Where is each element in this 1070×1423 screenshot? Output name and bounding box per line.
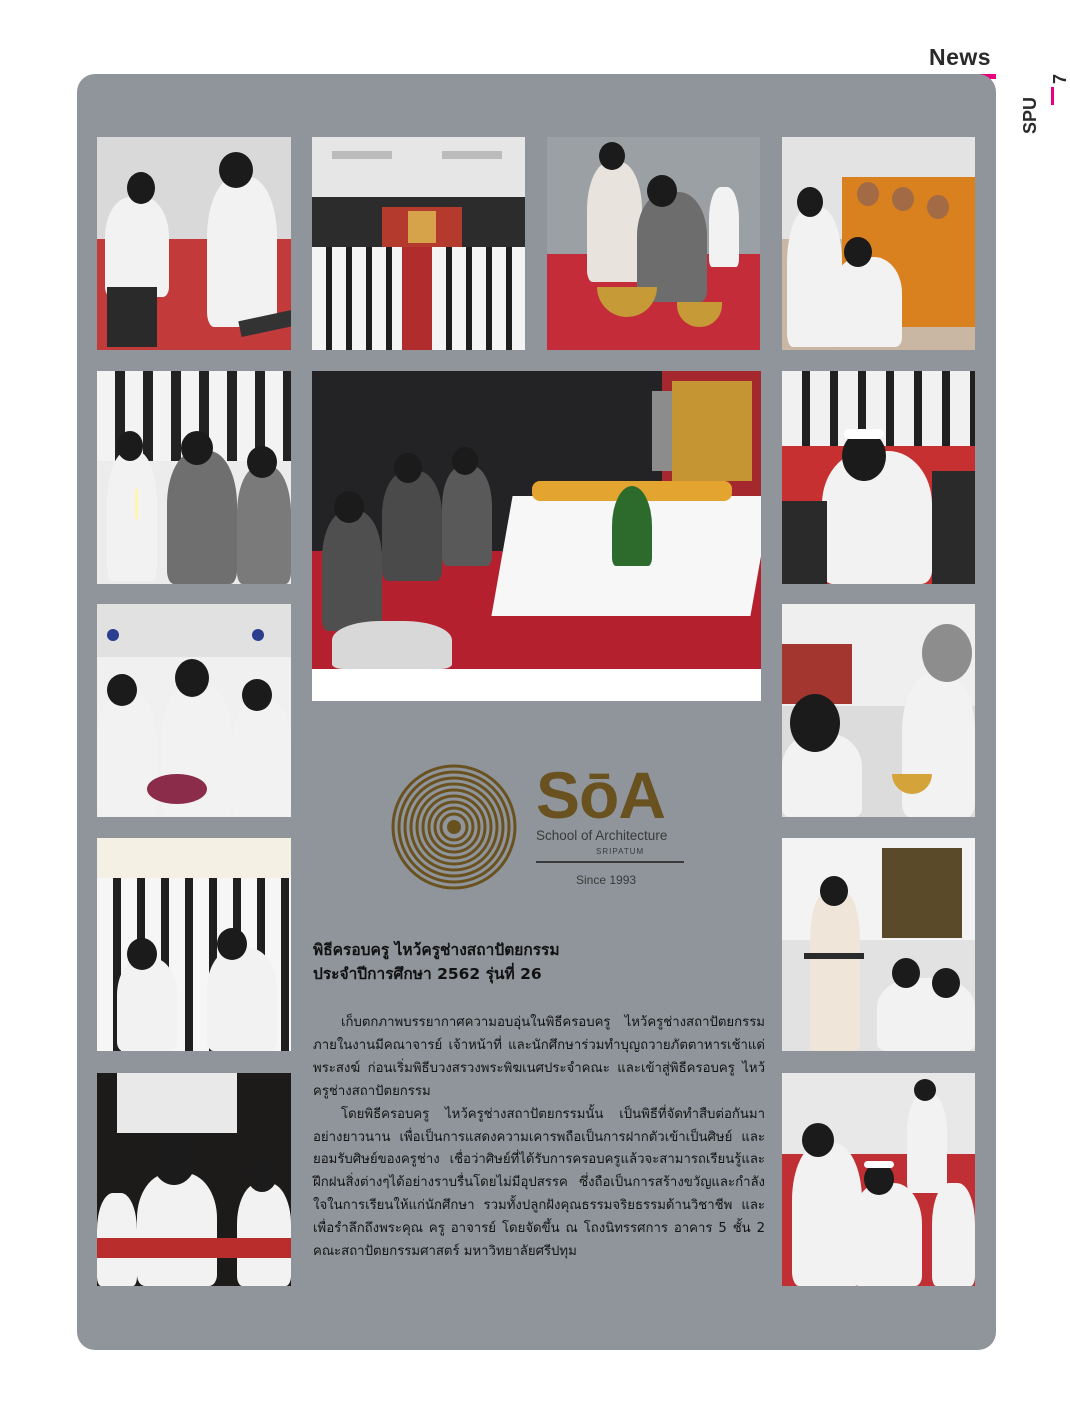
photo-candle-lighting (97, 371, 291, 584)
section-tag: News (929, 44, 992, 70)
photo-students-crowned (782, 1073, 975, 1286)
headline-line-2: ประจำปีการศึกษา 2562 รุ่นที่ 26 (313, 965, 542, 983)
concentric-rings-emblem (390, 763, 518, 891)
logo-since: Since 1993 (576, 873, 637, 887)
article-paragraph-1: เก็บตกภาพบรรยากาศความอบอุ่นในพิธีครอบครู ไหว้ครูช่างสถาปัตยกรรม ภายในงานมีคณาจารย์ เจ้าหน้าที่ และนักศึกษาร่วมทำบุญถวายภัตตาหารเช้าแด่พระสงฆ์ ก่อนเริ่มพิธีบวงสรวงพระพิฆเนศประจำคณะ และเข้าสู่พิธีครอบครู ไหว้ครูช่างสถาปัตยกรรม (313, 1015, 765, 1099)
logo-wordmark: SōA (536, 758, 665, 832)
photo-anointing (782, 604, 975, 817)
photo-students-reading (97, 604, 291, 817)
article-headline (313, 938, 773, 986)
article-paragraph-2: โดยพิธีครอบครู ไหว้ครูช่างสถาปัตยกรรมนั้น เป็นพิธีที่จัดทำสืบต่อกันมาอย่างยาวนาน เพื่อเป็นการแสดงความเคารพถือเป็นการฝากตัวเข้าเป็นศิษย์ และยอมรับศิษย์ของครูช่าง เชื่อว่าศิษย์ที่ได้รับการครอบครูแล้วจะสามารถเรียนรู้และฝึกฝนสิ่งต่างๆได้อย่างราบรื่นโดยไม่มีอุปสรรค ซึ่งถือเป็นการสร้างขวัญและกำลังใจในการเรียนให้แก่นักศึกษา รวมทั้งปลูกฝังคุณธรรมจริยธรรมด้านวิชาชีพ และเพื่อรำลึกถึงพระคุณ ครู อาจารย์ โดยจัดขึ้น ณ โถงนิทรรศการ อาคาร 5 ชั้น 2 คณะสถาปัตยกรรมศาสตร์ มหาวิทยาลัยศรีปทุม (313, 1106, 765, 1260)
soa-logo (390, 758, 690, 893)
page-marker (1020, 62, 1070, 142)
logo-campus: SRIPATUM (596, 847, 645, 856)
photo-students-kneeling (97, 137, 291, 350)
headline-line-1: พิธีครอบครู ไหว้ครูช่างสถาปัตยกรรม (313, 941, 560, 959)
photo-prayer-closeup (97, 1073, 291, 1286)
photo-students-praying (97, 838, 291, 1051)
logo-divider (536, 861, 684, 863)
page-number: 7 (1050, 73, 1070, 84)
photo-main-altar (312, 371, 761, 701)
photo-blessing (782, 838, 975, 1051)
photo-student-wreath (782, 371, 975, 584)
page-number-accent (1051, 87, 1054, 105)
photo-hall-seated (312, 137, 525, 350)
magazine-name: SPU (1020, 96, 1040, 134)
photo-offering-bowls (547, 137, 760, 350)
logo-school-name: School of Architecture (536, 828, 668, 843)
photo-monks (782, 137, 975, 350)
article-body (313, 1012, 765, 1264)
